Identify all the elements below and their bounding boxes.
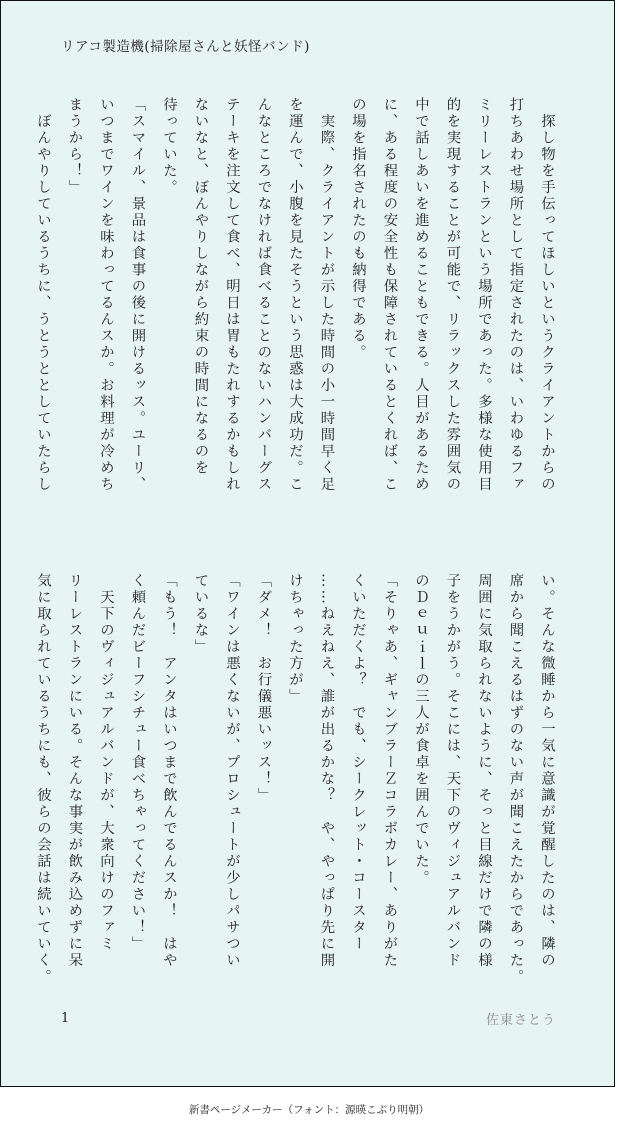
text-line: の場を指名されたのも納得である。 bbox=[350, 97, 366, 361]
text-line: けちゃった方が」 bbox=[287, 573, 303, 705]
text-line: 打ちあわせ場所として指定されたのは、いわゆるファ bbox=[507, 97, 524, 493]
text-line: リーレストランにいる。そんな事実が飲み込めずに呆 bbox=[66, 573, 83, 969]
text-line: 「スマイル、景品は食事の後に開けるッス。ユーリ、 bbox=[129, 97, 146, 493]
text-line: ミリーレストランという場所であった。多様な使用目 bbox=[476, 97, 492, 493]
text-line: に、ある程度の安全性も保障されているとくれば、こ bbox=[381, 97, 398, 493]
page-number: 1 bbox=[61, 1011, 70, 1026]
text-line: 「そりゃあ、ギャンブラーＺコラボカレー、ありがた bbox=[381, 573, 398, 969]
text-line: んなところでなければ食べることのないハンバーグス bbox=[255, 97, 272, 493]
text-line: いつまでワインを味わってるんスか。お料理が冷めち bbox=[98, 97, 114, 493]
text-line: 探し物を手伝ってほしいというクライアントからの bbox=[539, 97, 555, 493]
book-title: リアコ製造機(掃除屋さんと妖怪バンド) bbox=[61, 39, 310, 55]
text-line: 気に取られているうちにも、彼らの会話は続いていく。 bbox=[35, 573, 51, 986]
text-line: い。そんな微睡から一気に意識が覚醒したのは、隣の bbox=[539, 573, 555, 969]
text-line: ぼんやりしているうちに、うとうととしていたらし bbox=[35, 97, 51, 493]
text-line: 的を実現することが可能で、リラックスした雰囲気の bbox=[444, 97, 461, 493]
text-line: まうから！」 bbox=[66, 97, 83, 196]
text-line: 待っていた。 bbox=[161, 97, 177, 196]
text-line: ……ねえねえ、誰が出るかな？ や、やっぱり先に開 bbox=[318, 573, 335, 969]
text-line: 「ワインは悪くないが、プロシュートが少しパサつい bbox=[224, 573, 240, 969]
text-line: く頼んだビーフシチュー食べちゃってください！」 bbox=[129, 573, 146, 953]
author-name: 佐東さとう bbox=[485, 1013, 556, 1028]
text-line: 周囲に気取られないように、そっと目線だけで隣の様 bbox=[476, 573, 492, 969]
text-line: 「もう！ アンタはいつまで飲んでるんスか！ はや bbox=[161, 573, 177, 969]
text-line: を運んで、小腹を見たそうという思惑は大成功だ。こ bbox=[287, 97, 303, 493]
text-line: 子をうかがう。そこには、天下のヴィジュアルバンド bbox=[444, 573, 461, 969]
text-line: のＤｅｕｉｌの三人が食卓を囲んでいた。 bbox=[413, 573, 429, 887]
text-line: テーキを注文して食べ、明日は胃もたれするかもしれ bbox=[224, 97, 240, 493]
text-line: 中で話しあいを進めることもできる。人目があるため bbox=[413, 97, 429, 493]
text-line: 天下のヴィジュアルバンドが、大衆向けのファミ bbox=[98, 573, 114, 953]
text-line: ないなと、ぼんやりしながら約束の時間になるのを bbox=[192, 97, 209, 477]
text-line: 席から聞こえるはずのない声が聞こえたからであった。 bbox=[507, 573, 524, 986]
body-text-upper bbox=[27, 97, 563, 527]
text-line: くいただくよ？ でも、シークレット・コースター bbox=[350, 573, 366, 953]
app-credit: 新書ページメーカー（フォント：源暎こぶり明朝） bbox=[188, 1104, 430, 1116]
text-line: 実際、クライアントが示した時間の小一時間早く足 bbox=[318, 97, 335, 493]
text-line: 「ダメ！ お行儀悪いッス！」 bbox=[255, 573, 272, 804]
text-line: ているな」 bbox=[192, 573, 209, 656]
body-text-lower bbox=[27, 573, 563, 1003]
